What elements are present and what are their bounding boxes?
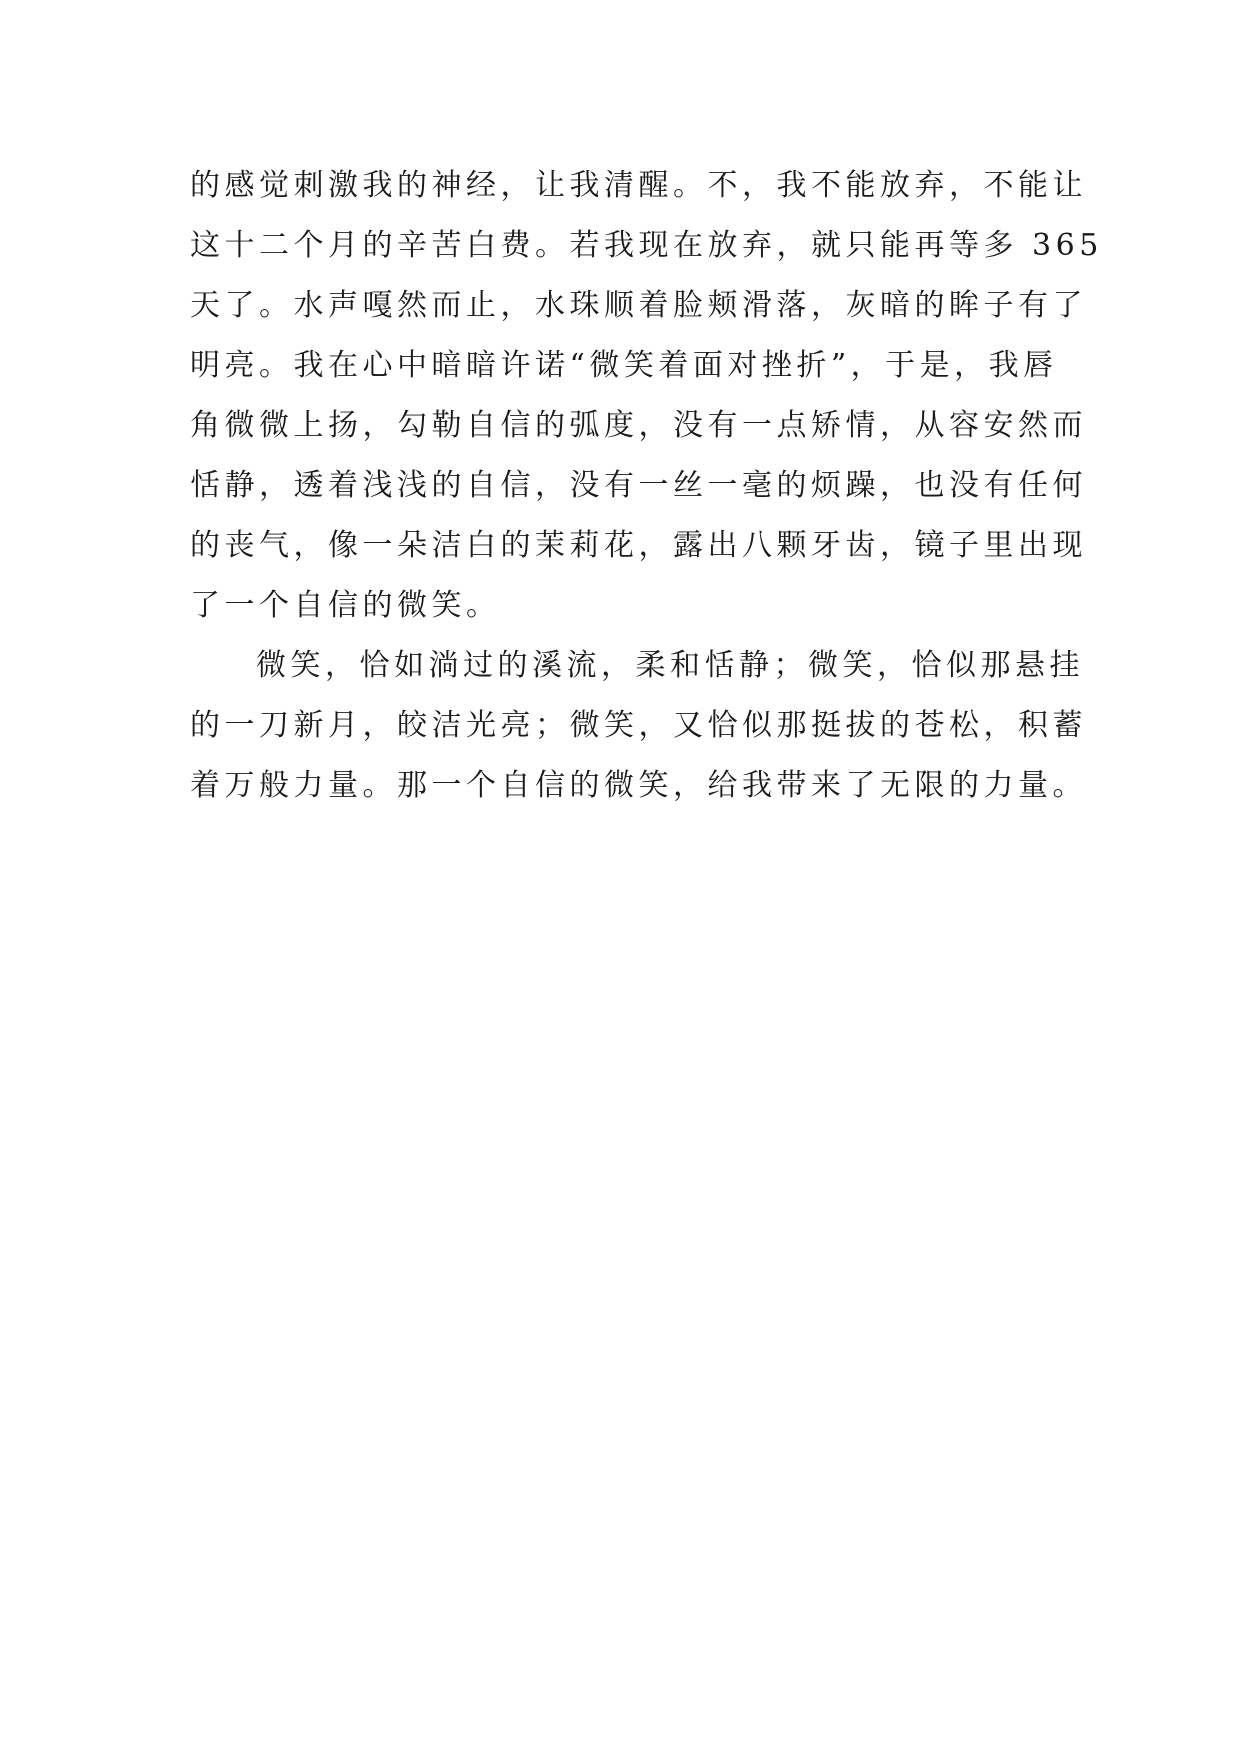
paragraph-line: 角微微上扬，勾勒自信的弧度，没有一点矫情，从容安然而	[190, 408, 1087, 443]
paragraph-line: 了一个自信的微笑。	[190, 588, 501, 623]
paragraph-line: 着万般力量。那一个自信的微笑，给我带来了无限的力量。	[190, 768, 1087, 803]
paragraph-line: 明亮。我在心中暗暗许诺“微笑着面对挫折”，于是，我唇	[190, 348, 1058, 383]
paragraph-line: 的一刀新月，皎洁光亮；微笑，又恰似那挺拔的苍松，积蓄	[190, 708, 1087, 743]
paragraph-line: 微笑，恰如淌过的溪流，柔和恬静；微笑，恰似那悬挂	[256, 648, 1084, 683]
paragraph-line: 的感觉刺激我的神经，让我清醒。不，我不能放弃，不能让	[190, 168, 1087, 203]
paragraph-line: 这十二个月的辛苦白费。若我现在放弃，就只能再等多 365	[190, 228, 1103, 263]
paragraph-1	[190, 156, 1103, 636]
paragraph-line: 的丧气，像一朵洁白的茉莉花，露出八颗牙齿，镜子里出现	[190, 528, 1087, 563]
paragraph-line: 天了。水声嘎然而止，水珠顺着脸颊滑落，灰暗的眸子有了	[190, 288, 1087, 323]
paragraph-line: 恬静，透着浅浅的自信，没有一丝一毫的烦躁，也没有任何	[190, 468, 1087, 503]
paragraph-2	[190, 636, 1087, 816]
body-text	[190, 156, 1103, 816]
